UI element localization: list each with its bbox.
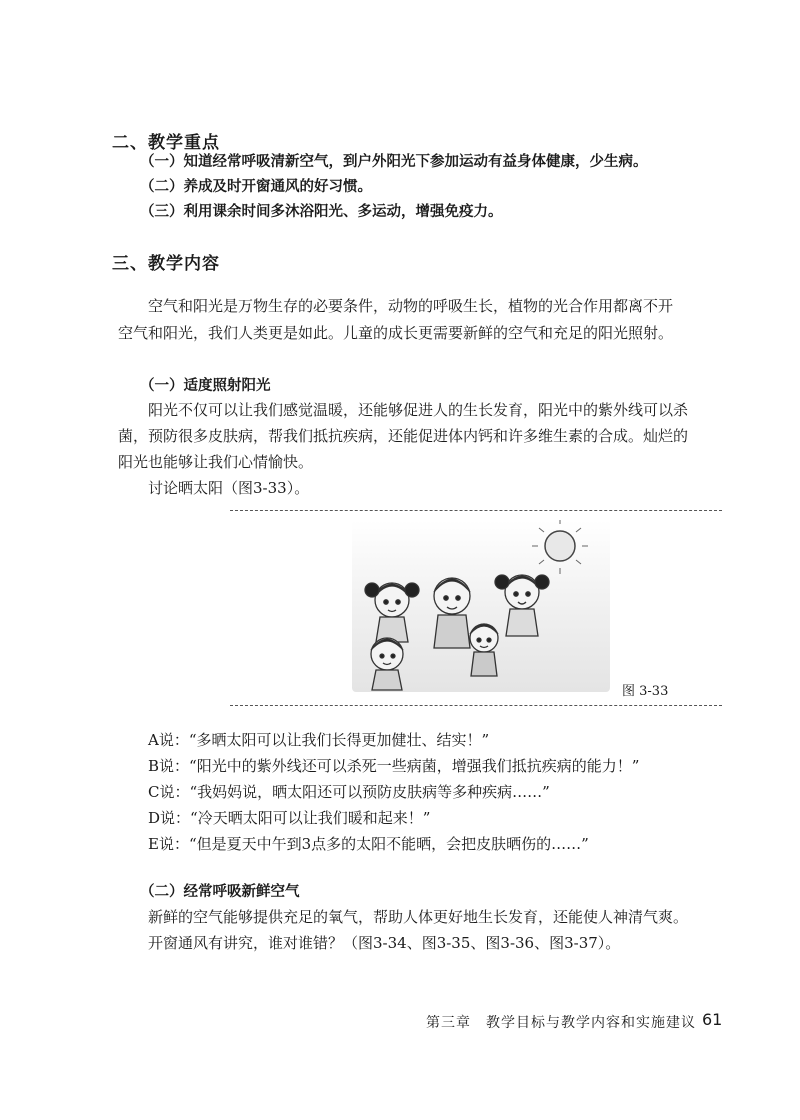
discussion-prompt: 讨论晒太阳（图3-33）。 [148,479,310,497]
figure-bottom-divider [230,705,722,706]
dialogue-a: A说：“多晒太阳可以让我们长得更加健壮、结实！” [148,731,490,749]
figure-caption: 图 3-33 [622,684,669,699]
subsection-heading-sunlight: （一）适度照射阳光 [140,378,271,394]
child-figure-4 [371,638,403,690]
page-number: 61 [702,1010,723,1029]
child-figure-1 [365,583,419,642]
dialogue-b: B说：“阳光中的紫外线还可以杀死一些病菌，增强我们抵抗疾病的能力！” [148,757,640,775]
fresh-air-line-2: 开窗通风有讲究，谁对谁错？（图3-34、图3-35、图3-36、图3-37）。 [148,934,621,952]
figure-top-divider [230,510,722,511]
dialogue-e: E说：“但是夏天中午到3点多的太阳不能晒，会把皮肤晒伤的……” [148,835,589,853]
intro-line-1: 空气和阳光是万物生存的必要条件，动物的呼吸生长，植物的光合作用都离不开 [148,297,674,315]
focus-point-1: （一）知道经常呼吸清新空气，到户外阳光下参加运动有益身体健康，少生病。 [140,154,648,170]
sunlight-paragraph-line-2: 菌，预防很多皮肤病，帮我们抵抗疾病，还能促进体内钙和许多维生素的合成。灿烂的 [118,427,689,445]
sun-icon [532,520,588,574]
sunlight-paragraph-line-3: 阳光也能够让我们心情愉快。 [118,453,314,471]
section-heading-teaching-focus: 二、教学重点 [112,133,220,153]
illustration-drawing [352,520,610,692]
focus-point-3: （三）利用课余时间多沐浴阳光、多运动，增强免疫力。 [140,204,503,220]
focus-point-2: （二）养成及时开窗通风的好习惯。 [140,179,372,195]
section-heading-teaching-content: 三、教学内容 [112,254,220,274]
child-figure-3 [495,575,549,636]
fresh-air-line-1: 新鲜的空气能够提供充足的氧气，帮助人体更好地生长发育，还能使人神清气爽。 [148,908,689,926]
dialogue-d: D说：“冷天晒太阳可以让我们暖和起来！” [148,809,431,827]
intro-line-2: 空气和阳光，我们人类更是如此。儿童的成长更需要新鲜的空气和充足的阳光照射。 [118,324,674,342]
sunlight-paragraph-line-1: 阳光不仅可以让我们感觉温暖，还能够促进人的生长发育，阳光中的紫外线可以杀 [148,401,689,419]
child-figure-5 [470,624,498,676]
children-in-sun-illustration [352,520,610,692]
dialogue-c: C说：“我妈妈说，晒太阳还可以预防皮肤病等多种疾病……” [148,783,550,801]
chapter-footer: 第三章 教学目标与教学内容和实施建议 [426,1015,696,1031]
child-figure-2 [434,578,470,648]
subsection-heading-fresh-air: （二）经常呼吸新鲜空气 [140,884,300,900]
